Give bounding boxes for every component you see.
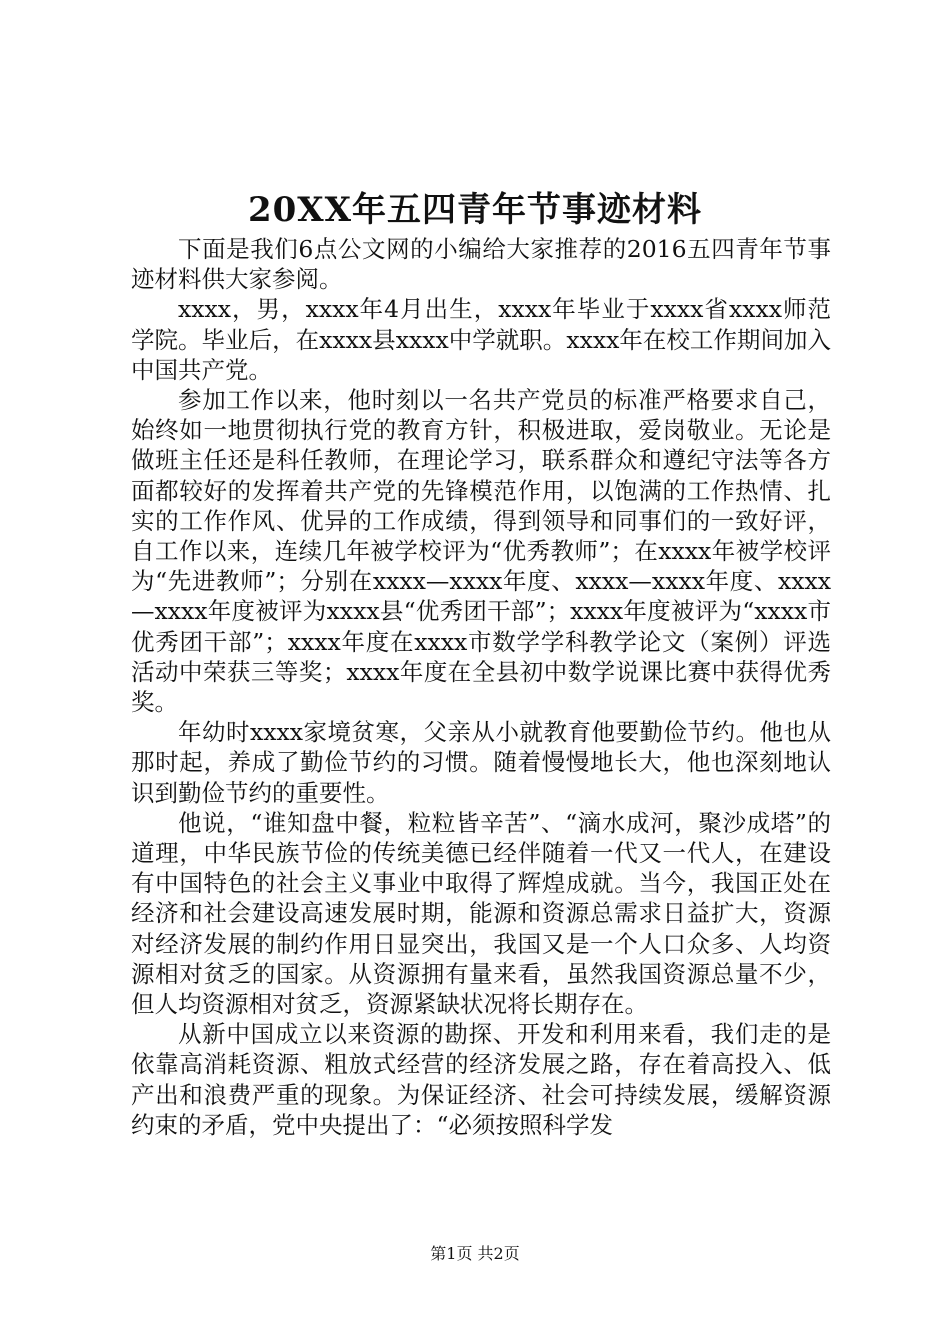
document-title: 20XX年五四青年节事迹材料 (247, 190, 703, 230)
paragraph-intro: 下面是我们6点公文网的小编给大家推荐的2016五四青年节事迹材料供大家参阅。 (131, 235, 831, 294)
paragraph-achievements: 参加工作以来，他时刻以一名共产党员的标准严格要求自己，始终如一地贯彻执行党的教育方针，积极进取，爱岗敬业。无论是做班主任还是科任教师，在理论学习，联系群众和遵纪守法等各方面都较好的发挥着共产党的先锋模范作用，以饱满的工作热情、扎实的工作作风、优异的工作成绩，得到领导和同事们的一致好评，自工作以来，连续几年被学校评为“优秀教师”；在xxxx年被学校评为“先进教师”；分别在xxxx—xxxx年度、xxxx—xxxx年度、xxxx—xxxx年度被评为xxxx县“优秀团干部”；xxxx年度被评为“xxxx市优秀团干部”；xxxx年度在xxxx市数学学科教学论文（案例）评选活动中荣获三等奖；xxxx年度在全县初中数学说课比赛中获得优秀奖。 (131, 386, 831, 717)
paragraph-childhood: 年幼时xxxx家境贫寒，父亲从小就教育他要勤俭节约。他也从那时起，养成了勤俭节约的习惯。随着慢慢地长大，他也深刻地认识到勤俭节约的重要性。 (131, 718, 831, 807)
document-body (131, 234, 831, 1140)
paragraph-frugality: 他说，“谁知盘中餐，粒粒皆辛苦”、“滴水成河，聚沙成塔”的道理，中华民族节俭的传统美德已经伴随着一代又一代人，在建设有中国特色的社会主义事业中取得了辉煌成就。当今，我国正处在经济和社会建设高速发展时期，能源和资源总需求日益扩大，资源对经济发展的制约作用日显突出，我国又是一个人口众多、人均资源相对贫乏的国家。从资源拥有量来看，虽然我国资源总量不少，但人均资源相对贫乏，资源紧缺状况将长期存在。 (131, 808, 831, 1019)
paragraph-resources: 从新中国成立以来资源的勘探、开发和利用来看，我们走的是依靠高消耗资源、粗放式经营的经济发展之路，存在着高投入、低产出和浪费严重的现象。为保证经济、社会可持续发展，缓解资源约束的矛盾，党中央提出了：“必须按照科学发 (131, 1020, 831, 1139)
paragraph-profile: xxxx，男，xxxx年4月出生，xxxx年毕业于xxxx省xxxx师范学院。毕业后，在xxxx县xxxx中学就职。xxxx年在校工作期间加入中国共产党。 (131, 295, 831, 384)
page-footer: 第1页 共2页 (430, 1244, 520, 1263)
